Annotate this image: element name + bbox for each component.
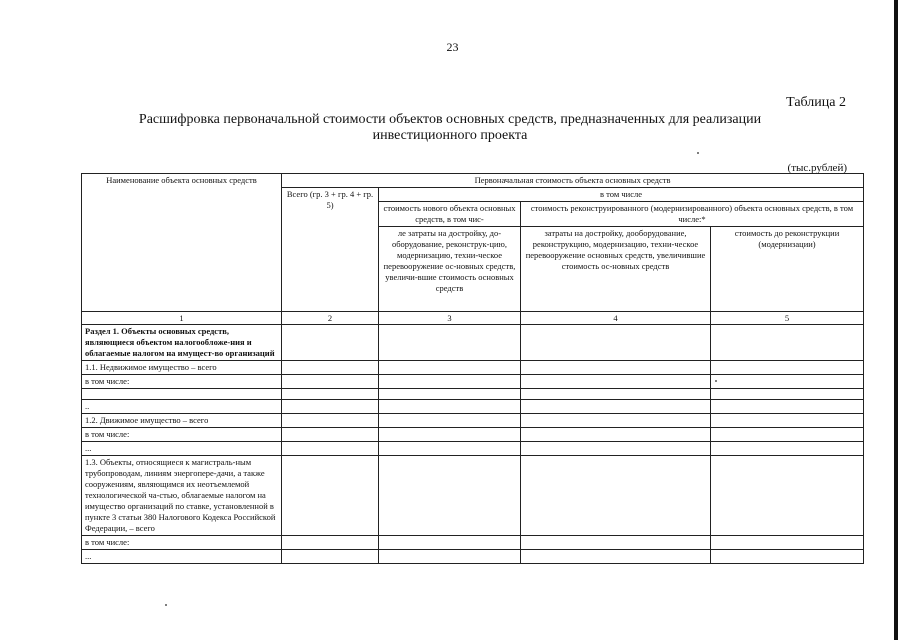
row-label-including: в том числе: <box>82 428 282 442</box>
row-label-section-1: Раздел 1. Объекты основных средств, являющиеся объектом налогообложе-ния и облагаемые налогом на имущест-во организаций <box>82 325 282 361</box>
header-reconstructed: стоимость реконструированного (модернизированного) объекта основных средств, в том числе:* <box>521 202 864 227</box>
scan-speck <box>697 152 699 154</box>
page-edge-shadow <box>894 0 898 640</box>
row-label-including: в том числе: <box>82 375 282 389</box>
table-row <box>82 536 864 550</box>
row-label-including: в том числе: <box>82 536 282 550</box>
header-cost-before: стоимость до реконструкции (модернизации) <box>711 227 864 312</box>
unit-note: (тыс.рублей) <box>787 162 847 174</box>
row-label-1-1: 1.1. Недвижимое имущество – всего <box>82 361 282 375</box>
header-reconstructed-costs: затраты на достройку, дооборудование, реконструкцию, модернизацию, техни-ческое перевооружение основных средств, увеличившие стоимость ос-новных средств <box>521 227 711 312</box>
table-row <box>82 442 864 456</box>
table-row <box>82 389 864 400</box>
table-row <box>82 550 864 564</box>
header-new-object-detail: ле затраты на достройку, до-оборудование, реконструк-цию, модернизацию, техни-ческое перевооружение ос-новных средств, увеличи-вшие стоимость основных средств <box>379 227 521 312</box>
table-row <box>82 325 864 361</box>
row-label-ellipsis: ... <box>82 550 282 564</box>
table-row <box>82 375 864 389</box>
header-name-column: Наименование объекта основных средств <box>82 174 282 312</box>
column-number: 3 <box>379 312 521 325</box>
column-number: 2 <box>282 312 379 325</box>
table-row <box>82 361 864 375</box>
page-number: 23 <box>446 40 459 54</box>
column-number: 5 <box>711 312 864 325</box>
column-number: 1 <box>82 312 282 325</box>
table-row <box>82 400 864 414</box>
document-title: Расшифровка первоначальной стоимости объектов основных средств, предназначенных для реализации инвестиционного проекта <box>138 112 762 143</box>
header-new-object: стоимость нового объекта основных средств, в том чис- <box>379 202 521 227</box>
row-label-ellipsis: ... <box>82 442 282 456</box>
header-initial-cost: Первоначальная стоимость объекта основных средств <box>282 174 864 188</box>
table-row <box>82 414 864 428</box>
table-row <box>82 456 864 536</box>
header-total: Всего (гр. 3 + гр. 4 + гр. 5) <box>282 188 379 312</box>
header-including: в том числе <box>379 188 864 202</box>
row-label-ellipsis: .. <box>82 400 282 414</box>
cost-breakdown-table <box>81 173 864 564</box>
table-row <box>82 428 864 442</box>
row-label-1-3: 1.3. Объекты, относящиеся к магистраль-ным трубопроводам, линиям энергопере-дачи, а также сооружениям, являющимся их неотъемлемой технологической ча-стью, облагаемые налогом на имущество организаций по ставке, установленной в пункте 3 статьи 380 Налогового Кодекса Российской Федерации, – всего <box>82 456 282 536</box>
row-label-1-2: 1.2. Движимое имущество – всего <box>82 414 282 428</box>
column-number: 4 <box>521 312 711 325</box>
scan-speck <box>165 604 167 606</box>
table-label: Таблица 2 <box>786 95 846 110</box>
